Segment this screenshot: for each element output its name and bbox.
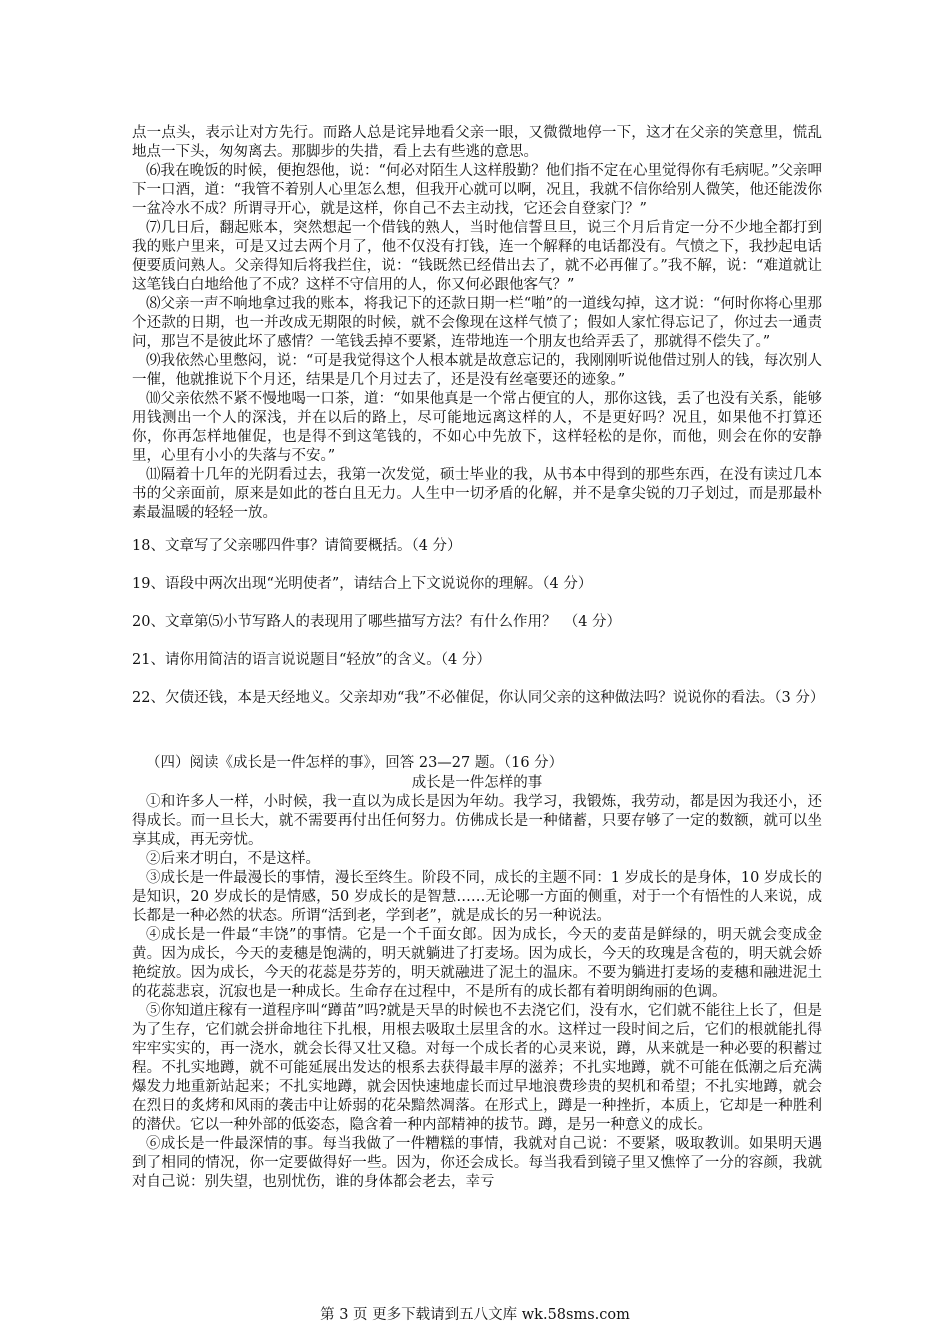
story-paragraph: ⑼我依然心里憋闷，说：“可是我觉得这个人根本就是故意忘记的，我刚刚听说他借过别人的钱，每次别人一催，他就推说下个月还，结果是几个月过去了，还是没有丝毫要还的迹象。” (132, 353, 822, 388)
essay-paragraph: ⑤你知道庄稼有一道程序叫“蹲苗”吗?就是天旱的时候也不去浇它们，没有水，它们就不能往上长了，但是为了生存，它们就会拼命地往下扎根，用根去吸取土层里含的水。这样过一段时间之后，它们的根就能扎得牢牢实实的，再一浇水，就会长得又壮又稳。对每一个成长者的心灵来说，蹲，从来就是一种必要的积蓄过程。不扎实地蹲，就不可能延展出发达的根系去获得最丰厚的滋养；不扎实地蹲，就不可能在低潮之后充满爆发力地重新站起来；不扎实地蹲，就会因快速地虚长而过早地浪费珍贵的契机和希望；不扎实地蹲，就会在烈日的炙烤和风雨的袭击中让娇弱的花朵黯然凋落。在形式上，蹲是一种挫折，本质上，它却是一种胜利的潜伏。它以一种外部的低姿态，隐含着一种内部精神的拔节。蹲，是另一种意义的成长。 (132, 1003, 822, 1133)
question-21: 21、请你用简洁的语言说说题目“轻放”的含义。（4 分） (132, 652, 491, 668)
essay-title: 成长是一件怎样的事 (411, 775, 543, 791)
story-paragraph: 点一点头，表示让对方先行。而路人总是诧异地看父亲一眼，又微微地停一下，这才在父亲的笑意里，慌乱地点一下头，匆匆离去。那脚步的失措，看上去有些逃的意思。 (132, 125, 822, 160)
story-paragraph: ⑽父亲依然不紧不慢地喝一口茶，道：“如果他真是一个常占便宜的人，那你这钱，丢了也没有关系，能够用钱测出一个人的深浅，并在以后的路上，尽可能地远离这样的人，不是更好吗？况且，如果他不打算还你，你再怎样地催促，也是得不到这笔钱的，不如心中先放下，这样轻松的是你，而他，则会在你的安静里，心里有小小的失落与不安。” (132, 391, 822, 464)
question-20: 20、文章第⑸小节写路人的表现用了哪些描写方法？有什么作用？ （4 分） (132, 614, 622, 630)
reading-section-4 (132, 753, 822, 1192)
story-paragraph: ⑾隔着十几年的光阴看过去，我第一次发觉，硕士毕业的我，从书本中得到的那些东西，在没有读过几本书的父亲面前，原来是如此的苍白且无力。人生中一切矛盾的化解，并不是拿尖锐的刀子划过，而是那最朴素最温暖的轻轻一放。 (132, 467, 822, 521)
story-paragraph: ⑺几日后，翻起账本，突然想起一个借钱的熟人，当时他信誓旦旦，说三个月后肯定一分不少地全都打到我的账户里来，可是又过去两个月了，他不仅没有打钱，连一个解释的电话都没有。气愤之下，我抄起电话便要质问熟人。父亲得知后将我拦住，说：“钱既然已经借出去了，就不必再催了。”我不解，说：“难道就让这笔钱白白地给他了不成？这样不守信用的人，你又何必跟他客气？” (132, 220, 822, 293)
story-excerpt (132, 124, 822, 523)
question-19: 19、语段中两次出现“光明使者”，请结合上下文说说你的理解。（4 分） (132, 576, 593, 592)
essay-paragraph: ⑥成长是一件最深情的事。每当我做了一件糟糕的事情，我就对自己说：不要紧，吸取教训。如果明天遇到了相同的情况，你一定要做得好一些。因为，你还会成长。每当我看到镜子里又憔悴了一分的容颜，我就对自己说：别失望，也别忧伤，谁的身体都会老去，幸亏 (132, 1136, 822, 1190)
question-18: 18、文章写了父亲哪四件事？请简要概括。（4 分） (132, 538, 462, 554)
story-paragraph: ⑻父亲一声不响地拿过我的账本，将我记下的还款日期一栏“啪”的一道线勾掉，这才说：“何时你将心里那个还款的日期，也一并改成无期限的时候，就不会像现在这样气愤了；假如人家忙得忘记了，你过去一通责问，那岂不是彼此坏了感情？一笔钱丢掉不要紧，连带地连一个朋友也给弄丢了，那就得不偿失了。” (132, 296, 822, 350)
essay-paragraph: ①和许多人一样，小时候，我一直以为成长是因为年幼。我学习，我锻炼，我劳动，都是因为我还小，还得成长。而一旦长大，就不需要再付出任何努力。仿佛成长是一种储蓄，只要存够了一定的数额，就可以坐享其成，再无旁忧。 (132, 794, 822, 848)
essay-paragraph: ③成长是一件最漫长的事情，漫长至终生。阶段不同，成长的主题不同：1 岁成长的是身体，10 岁成长的是知识，20 岁成长的是情感，50 岁成长的是智慧……无论哪一方面的侧重，对于一个有悟性的人来说，成长都是一种必然的状态。所谓“活到老，学到老”，就是成长的另一种说法。 (132, 870, 822, 924)
section-heading: （四）阅读《成长是一件怎样的事》，回答 23—27 题。（16 分） (146, 755, 564, 771)
page-footer: 第 3 页 更多下载请到五八文库 wk.58sms.com (320, 1307, 630, 1323)
page-content (132, 124, 825, 1192)
question-list (132, 536, 825, 709)
story-paragraph: ⑹我在晚饭的时候，便抱怨他，说：“何必对陌生人这样殷勤？他们指不定在心里觉得你有毛病呢。”父亲呷下一口酒，道：“我管不着别人心里怎么想，但我开心就可以啊，况且，我就不信你给别人微笑，他还能泼你一盆冷水不成？所谓寻开心，就是这样，你自己不去主动找，它还会自登家门？” (132, 163, 822, 217)
essay-paragraph: ④成长是一件最“丰饶”的事情。它是一个千面女郎。因为成长，今天的麦苗是鲜绿的，明天就会变成金黄。因为成长，今天的麦穗是饱满的，明天就躺进了打麦场。因为成长，今天的玫瑰是含苞的，明天就会娇艳绽放。因为成长，今天的花蕊是芬芳的，明天就融进了泥土的温床。不要为躺进打麦场的麦穗和融进泥土的花蕊悲哀，沉寂也是一种成长。生命存在过程中，不是所有的成长都有着明朗绚丽的色调。 (132, 927, 822, 1000)
question-22: 22、欠债还钱，本是天经地义。父亲却劝“我”不必催促，你认同父亲的这种做法吗？说说你的看法。（3 分） (132, 690, 825, 706)
essay-paragraph: ②后来才明白，不是这样。 (146, 851, 320, 867)
